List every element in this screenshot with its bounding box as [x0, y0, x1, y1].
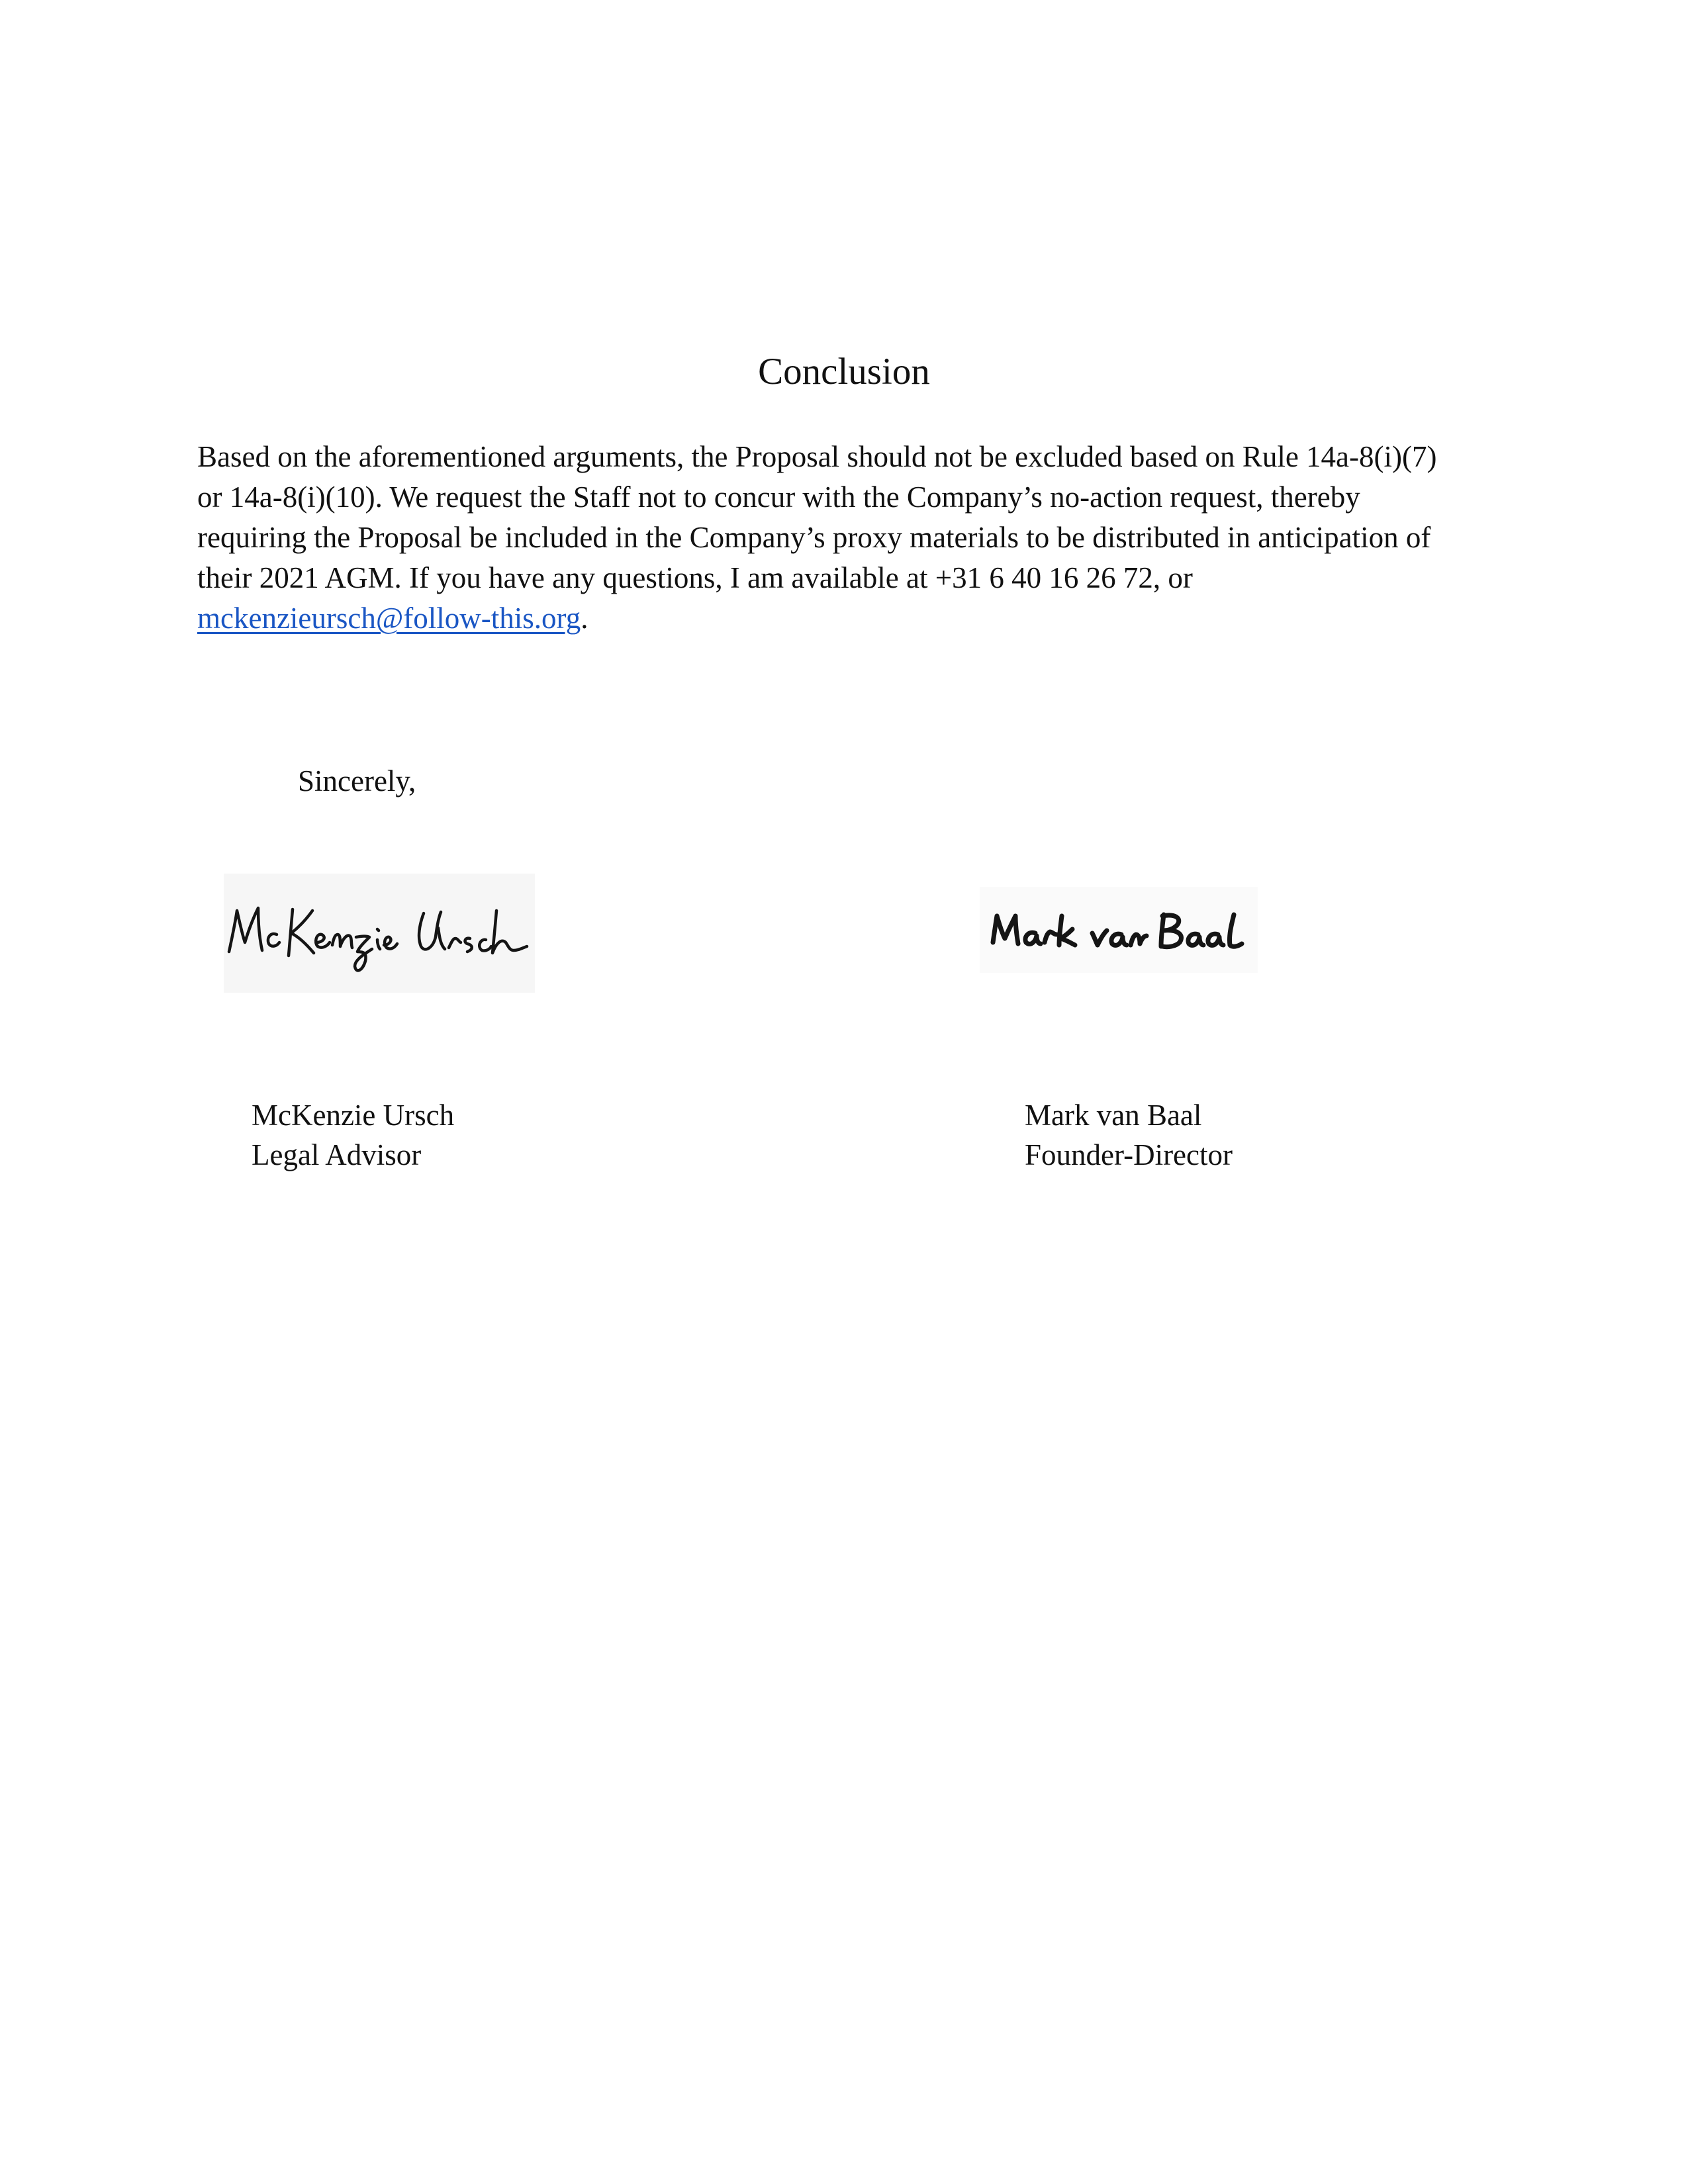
- paragraph-line: or 14a-8(i)(10). We request the Staff not to concur with the Company’s no-action request, thereby: [197, 480, 1360, 514]
- signatory-name: Mark van Baal: [1025, 1099, 1202, 1132]
- paragraph-line: their 2021 AGM. If you have any questions, I am available at +31 6 40 16 26 72, or: [197, 561, 1193, 594]
- signatory-name: McKenzie Ursch: [252, 1099, 455, 1132]
- closing-salutation: Sincerely,: [298, 764, 416, 797]
- signatory-block-left: [252, 1095, 454, 1175]
- handwritten-signature-image: [224, 874, 535, 993]
- signature-mark-van-baal: [980, 887, 1258, 973]
- paragraph-line: requiring the Proposal be included in the Company’s proxy materials to be distributed in anticipation of: [197, 521, 1431, 554]
- conclusion-paragraph: [197, 437, 1495, 639]
- email-link[interactable]: mckenzieursch@follow-this.org: [197, 602, 581, 635]
- signatory-title: Legal Advisor: [252, 1138, 422, 1171]
- handwritten-signature-image: [980, 887, 1258, 973]
- signatory-block-right: [1025, 1095, 1233, 1175]
- paragraph-line: Based on the aforementioned arguments, the Proposal should not be excluded based on Rule 14a-8(i)(7): [197, 440, 1437, 473]
- section-heading: Conclusion: [758, 351, 930, 392]
- signature-mckenzie-ursch: [224, 874, 535, 993]
- signatory-title: Founder-Director: [1025, 1138, 1233, 1171]
- email-trailing-period: .: [581, 602, 588, 635]
- paragraph-line-email: [197, 598, 1495, 639]
